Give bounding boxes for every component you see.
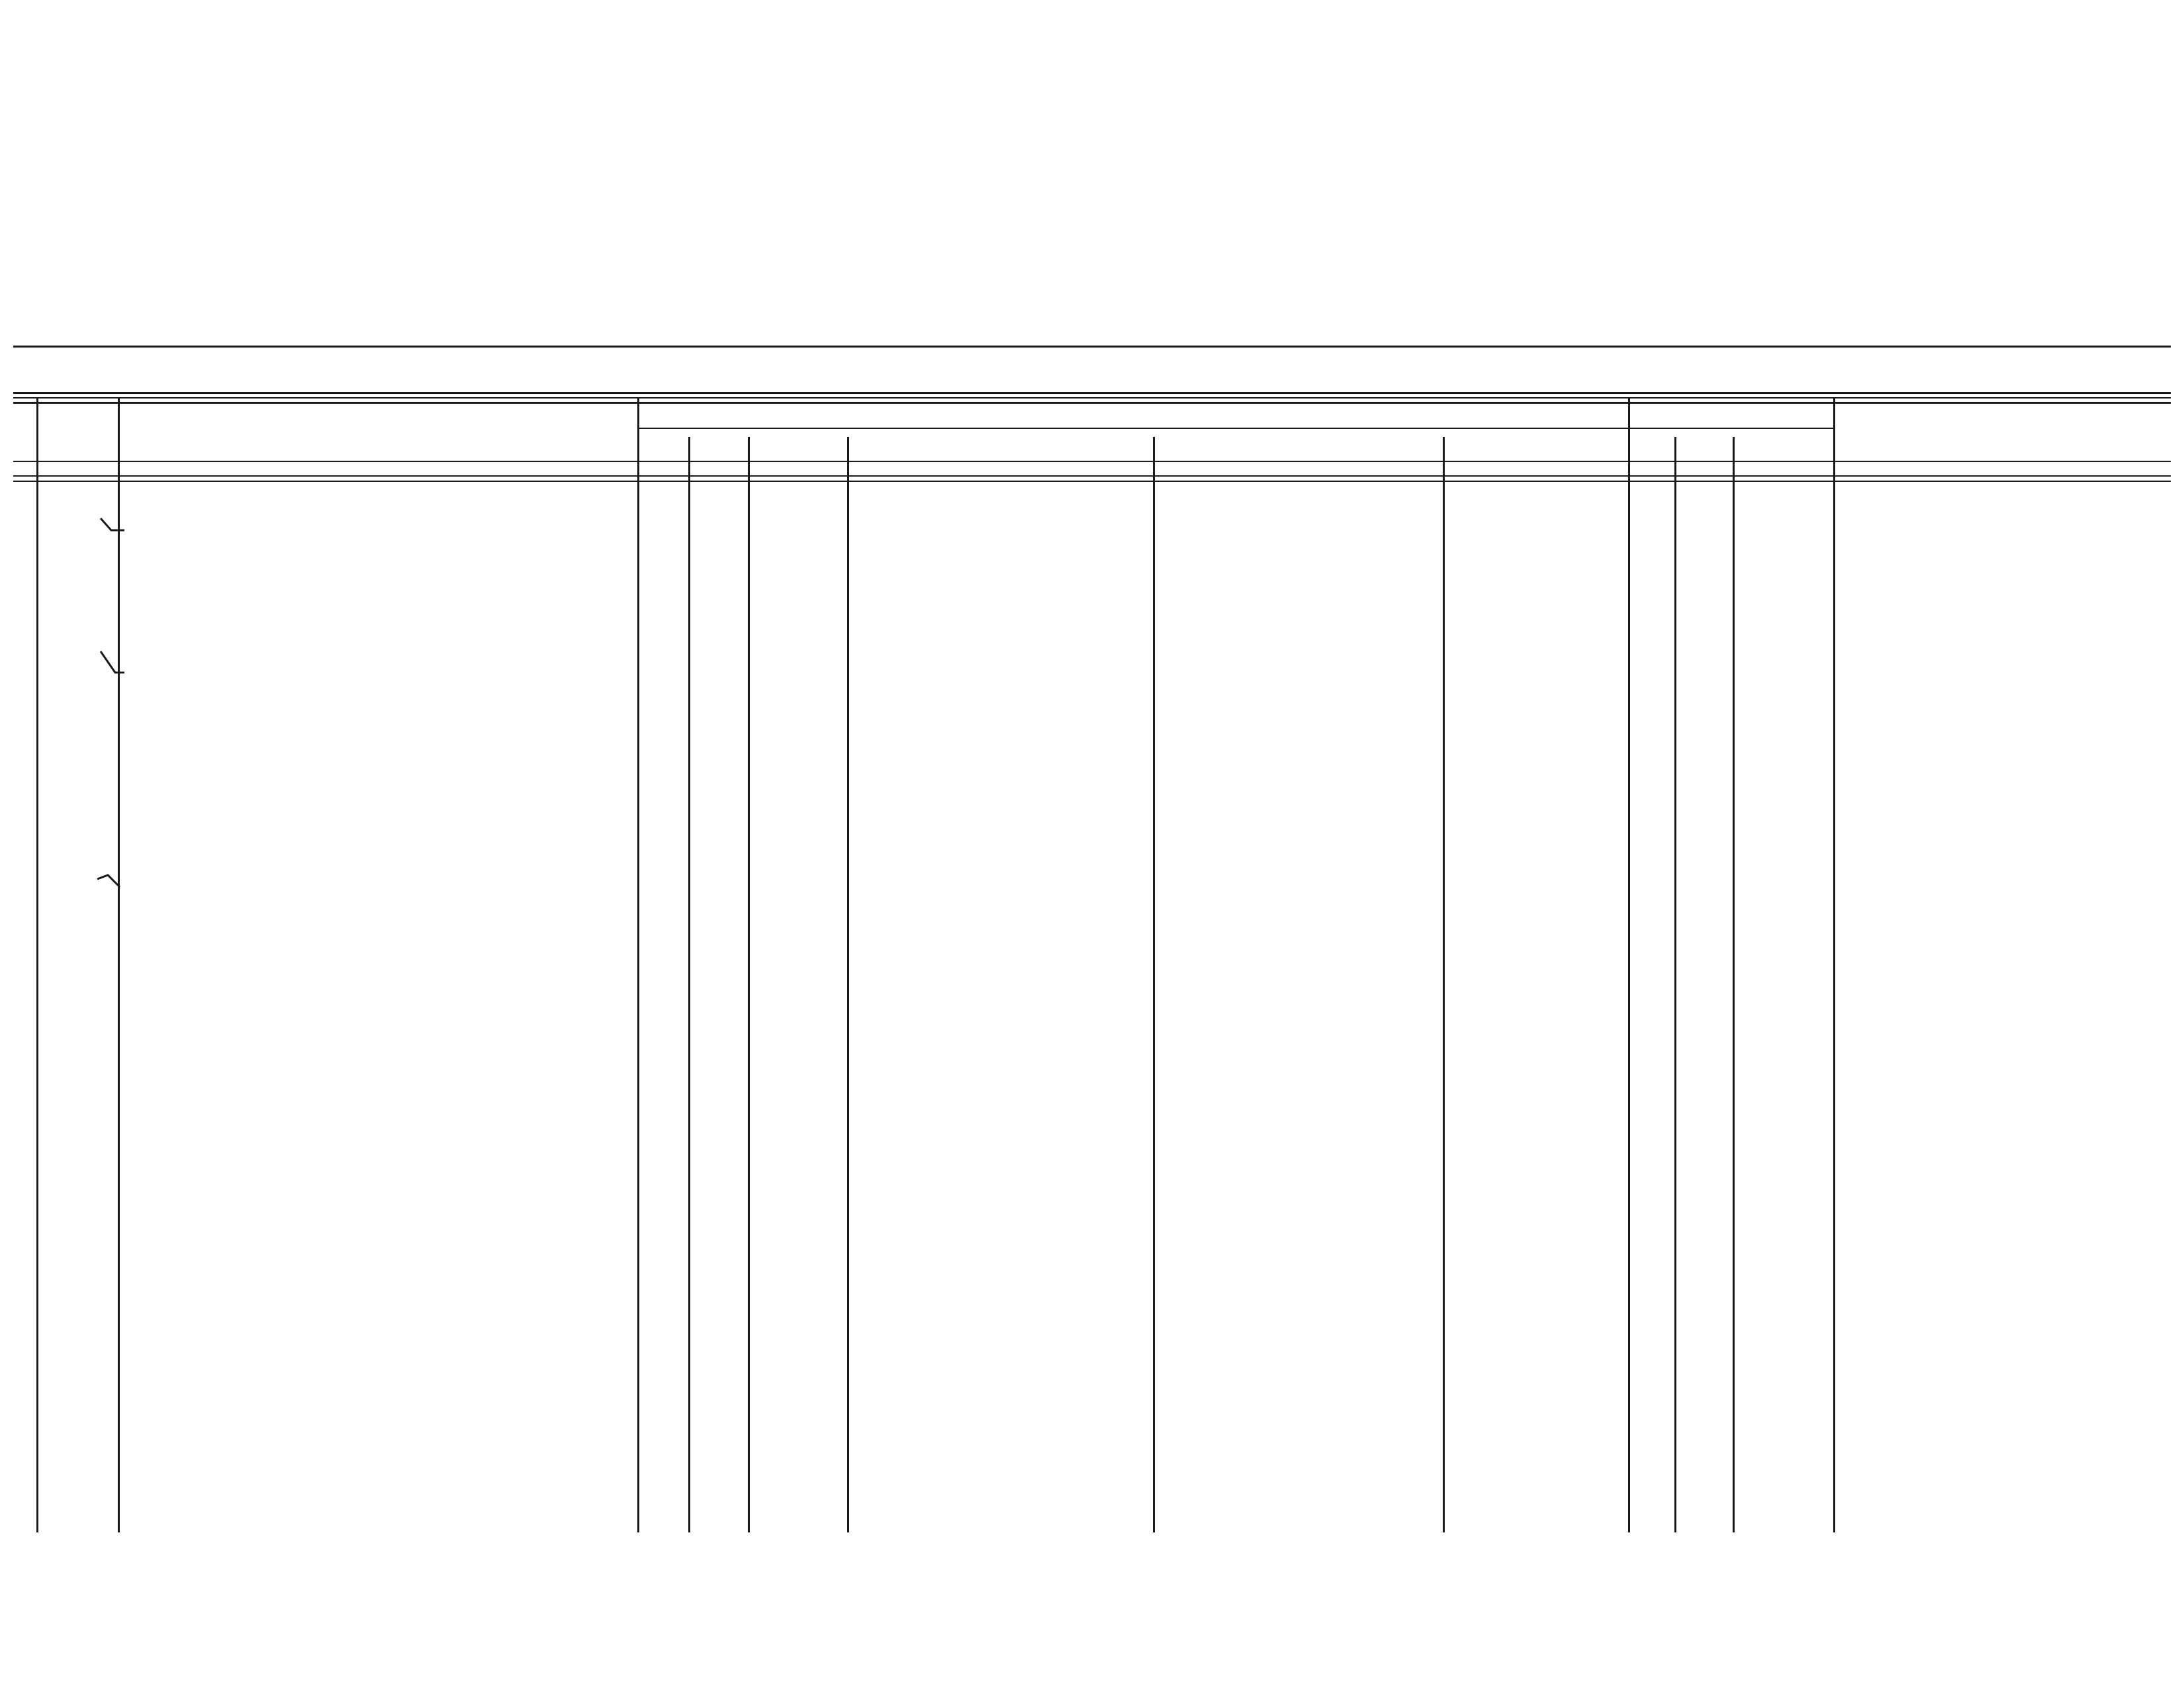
table-top-rule-3: [13, 402, 2171, 404]
column-header-bottom-3: [13, 481, 2171, 482]
check-mark-icon: [99, 513, 126, 533]
check-mark-icon: [96, 861, 122, 894]
header-rule: [13, 346, 2171, 348]
col-line-fodd-man: [688, 437, 690, 1532]
table-top-rule-2: [13, 397, 2171, 399]
col-line-fodd-ar: [748, 437, 750, 1532]
check-mark-icon: [99, 649, 126, 675]
column-header-bottom-2: [13, 475, 2171, 477]
table-top-rule-1: [13, 392, 2171, 394]
col-line-dod-ar: [1733, 437, 1735, 1532]
col-line-left: [36, 397, 38, 1532]
col-line-name: [118, 397, 120, 1532]
col-line-lan: [1443, 437, 1445, 1532]
col-line-dod-dag: [1628, 397, 1630, 1532]
col-line-forsamling: [1153, 437, 1155, 1532]
col-line-gard: [847, 437, 849, 1532]
fodd-dod-subrule: [637, 428, 1833, 429]
column-header-bottom-1: [13, 461, 2171, 462]
col-line-dod-man: [1674, 437, 1676, 1532]
col-line-notes: [1833, 397, 1835, 1532]
col-line-fodd-dag: [637, 397, 639, 1532]
